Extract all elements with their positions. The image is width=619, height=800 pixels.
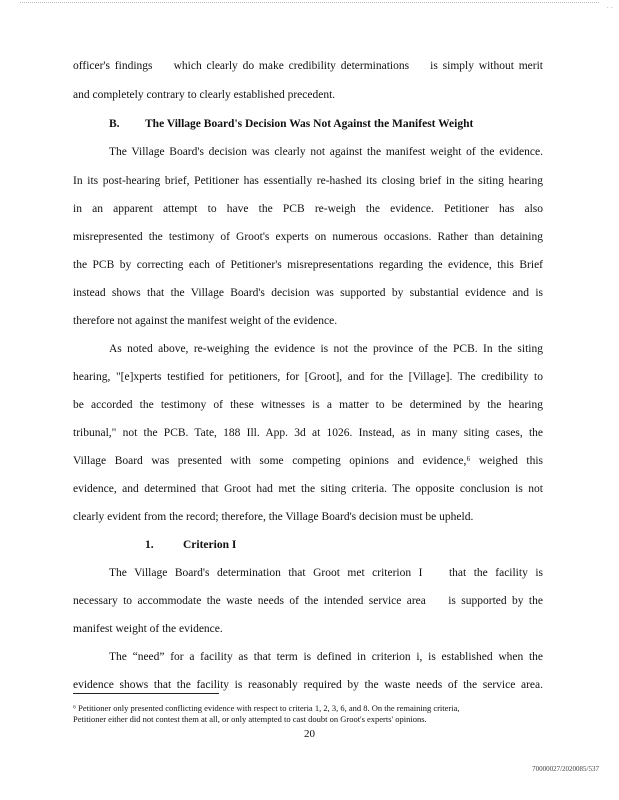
paragraph-4-line-1: The Village Board's determination that Groot met criterion I that the facility is xyxy=(109,567,543,579)
scan-edge-marks xyxy=(20,2,599,7)
section-b-letter: B. xyxy=(109,118,120,130)
paragraph-2-line-4: misrepresented the testimony of Groot's experts on numerous occasions. Rather than detaining xyxy=(73,231,543,243)
paragraph-5-line-1: The “need” for a facility as that term is defined in criterion i, is established when the xyxy=(109,651,543,663)
document-id: 70000027/2020085/537 xyxy=(532,765,599,773)
paragraph-2-line-5: the PCB by correcting each of Petitioner's misrepresentations regarding the evidence, this Brief xyxy=(73,259,543,271)
paragraph-2-line-7: therefore not against the manifest weight of the evidence. xyxy=(73,315,338,327)
criterion-1-number: 1. xyxy=(145,539,154,551)
paragraph-3-line-1: As noted above, re-weighing the evidence is not the province of the PCB. In the siting xyxy=(109,343,543,355)
paragraph-1-line-1: officer's findings which clearly do make credibility determinations is simply without merit xyxy=(73,60,543,72)
section-b-heading: The Village Board's Decision Was Not Against the Manifest Weight xyxy=(145,118,474,130)
paragraph-5-line-2: evidence shows that the facility is reasonably required by the waste needs of the service area. xyxy=(73,679,543,691)
criterion-1-heading: Criterion I xyxy=(183,539,237,551)
footnote-6-line-2: Petitioner either did not contest them at all, or only attempted to cast doubt on Groot's experts' opinions. xyxy=(73,714,427,724)
paragraph-2-line-1: The Village Board's decision was clearly not against the manifest weight of the evidence. xyxy=(109,146,543,158)
footnote-separator xyxy=(73,693,219,694)
paragraph-2-line-3: in an apparent attempt to have the PCB re-weigh the evidence. Petitioner has also xyxy=(73,203,543,215)
footnote-6-line-1: ⁶ Petitioner only presented conflicting evidence with respect to criteria 1, 2, 3, 6, and 8. On the remaining criteria, xyxy=(73,703,460,713)
paragraph-3-line-7: clearly evident from the record; therefore, the Village Board's decision must be upheld. xyxy=(73,511,474,523)
corner-mark: · · xyxy=(606,4,613,12)
paragraph-3-line-4: tribunal," not the PCB. Tate, 188 Ill. App. 3d at 1026. Instead, as in many siting cases, the xyxy=(73,427,543,439)
paragraph-3-line-3: be accorded the testimony of these witnesses is a matter to be determined by the hearing xyxy=(73,399,543,411)
paragraph-2-line-6: instead shows that the Village Board's decision was supported by substantial evidence and is xyxy=(73,287,543,299)
footnote-6 xyxy=(73,703,549,725)
paragraph-4-line-3: manifest weight of the evidence. xyxy=(73,623,223,635)
paragraph-3-line-6: evidence, and determined that Groot had met the siting criteria. The opposite conclusion is not xyxy=(73,483,543,495)
paragraph-1-line-2: and completely contrary to clearly established precedent. xyxy=(73,89,336,101)
paragraph-3-line-2: hearing, "[e]xperts testified for petitioners, for [Groot], and for the [Village]. The credibility to xyxy=(73,371,543,383)
paragraph-3-line-5: Village Board was presented with some competing opinions and evidence,⁶ weighed this xyxy=(73,455,543,467)
page-number: 20 xyxy=(304,728,315,740)
paragraph-4-line-2: necessary to accommodate the waste needs of the intended service area is supported by the xyxy=(73,595,543,607)
paragraph-2-line-2: In its post-hearing brief, Petitioner has essentially re-hashed its closing brief in the siting hearing xyxy=(73,175,543,187)
